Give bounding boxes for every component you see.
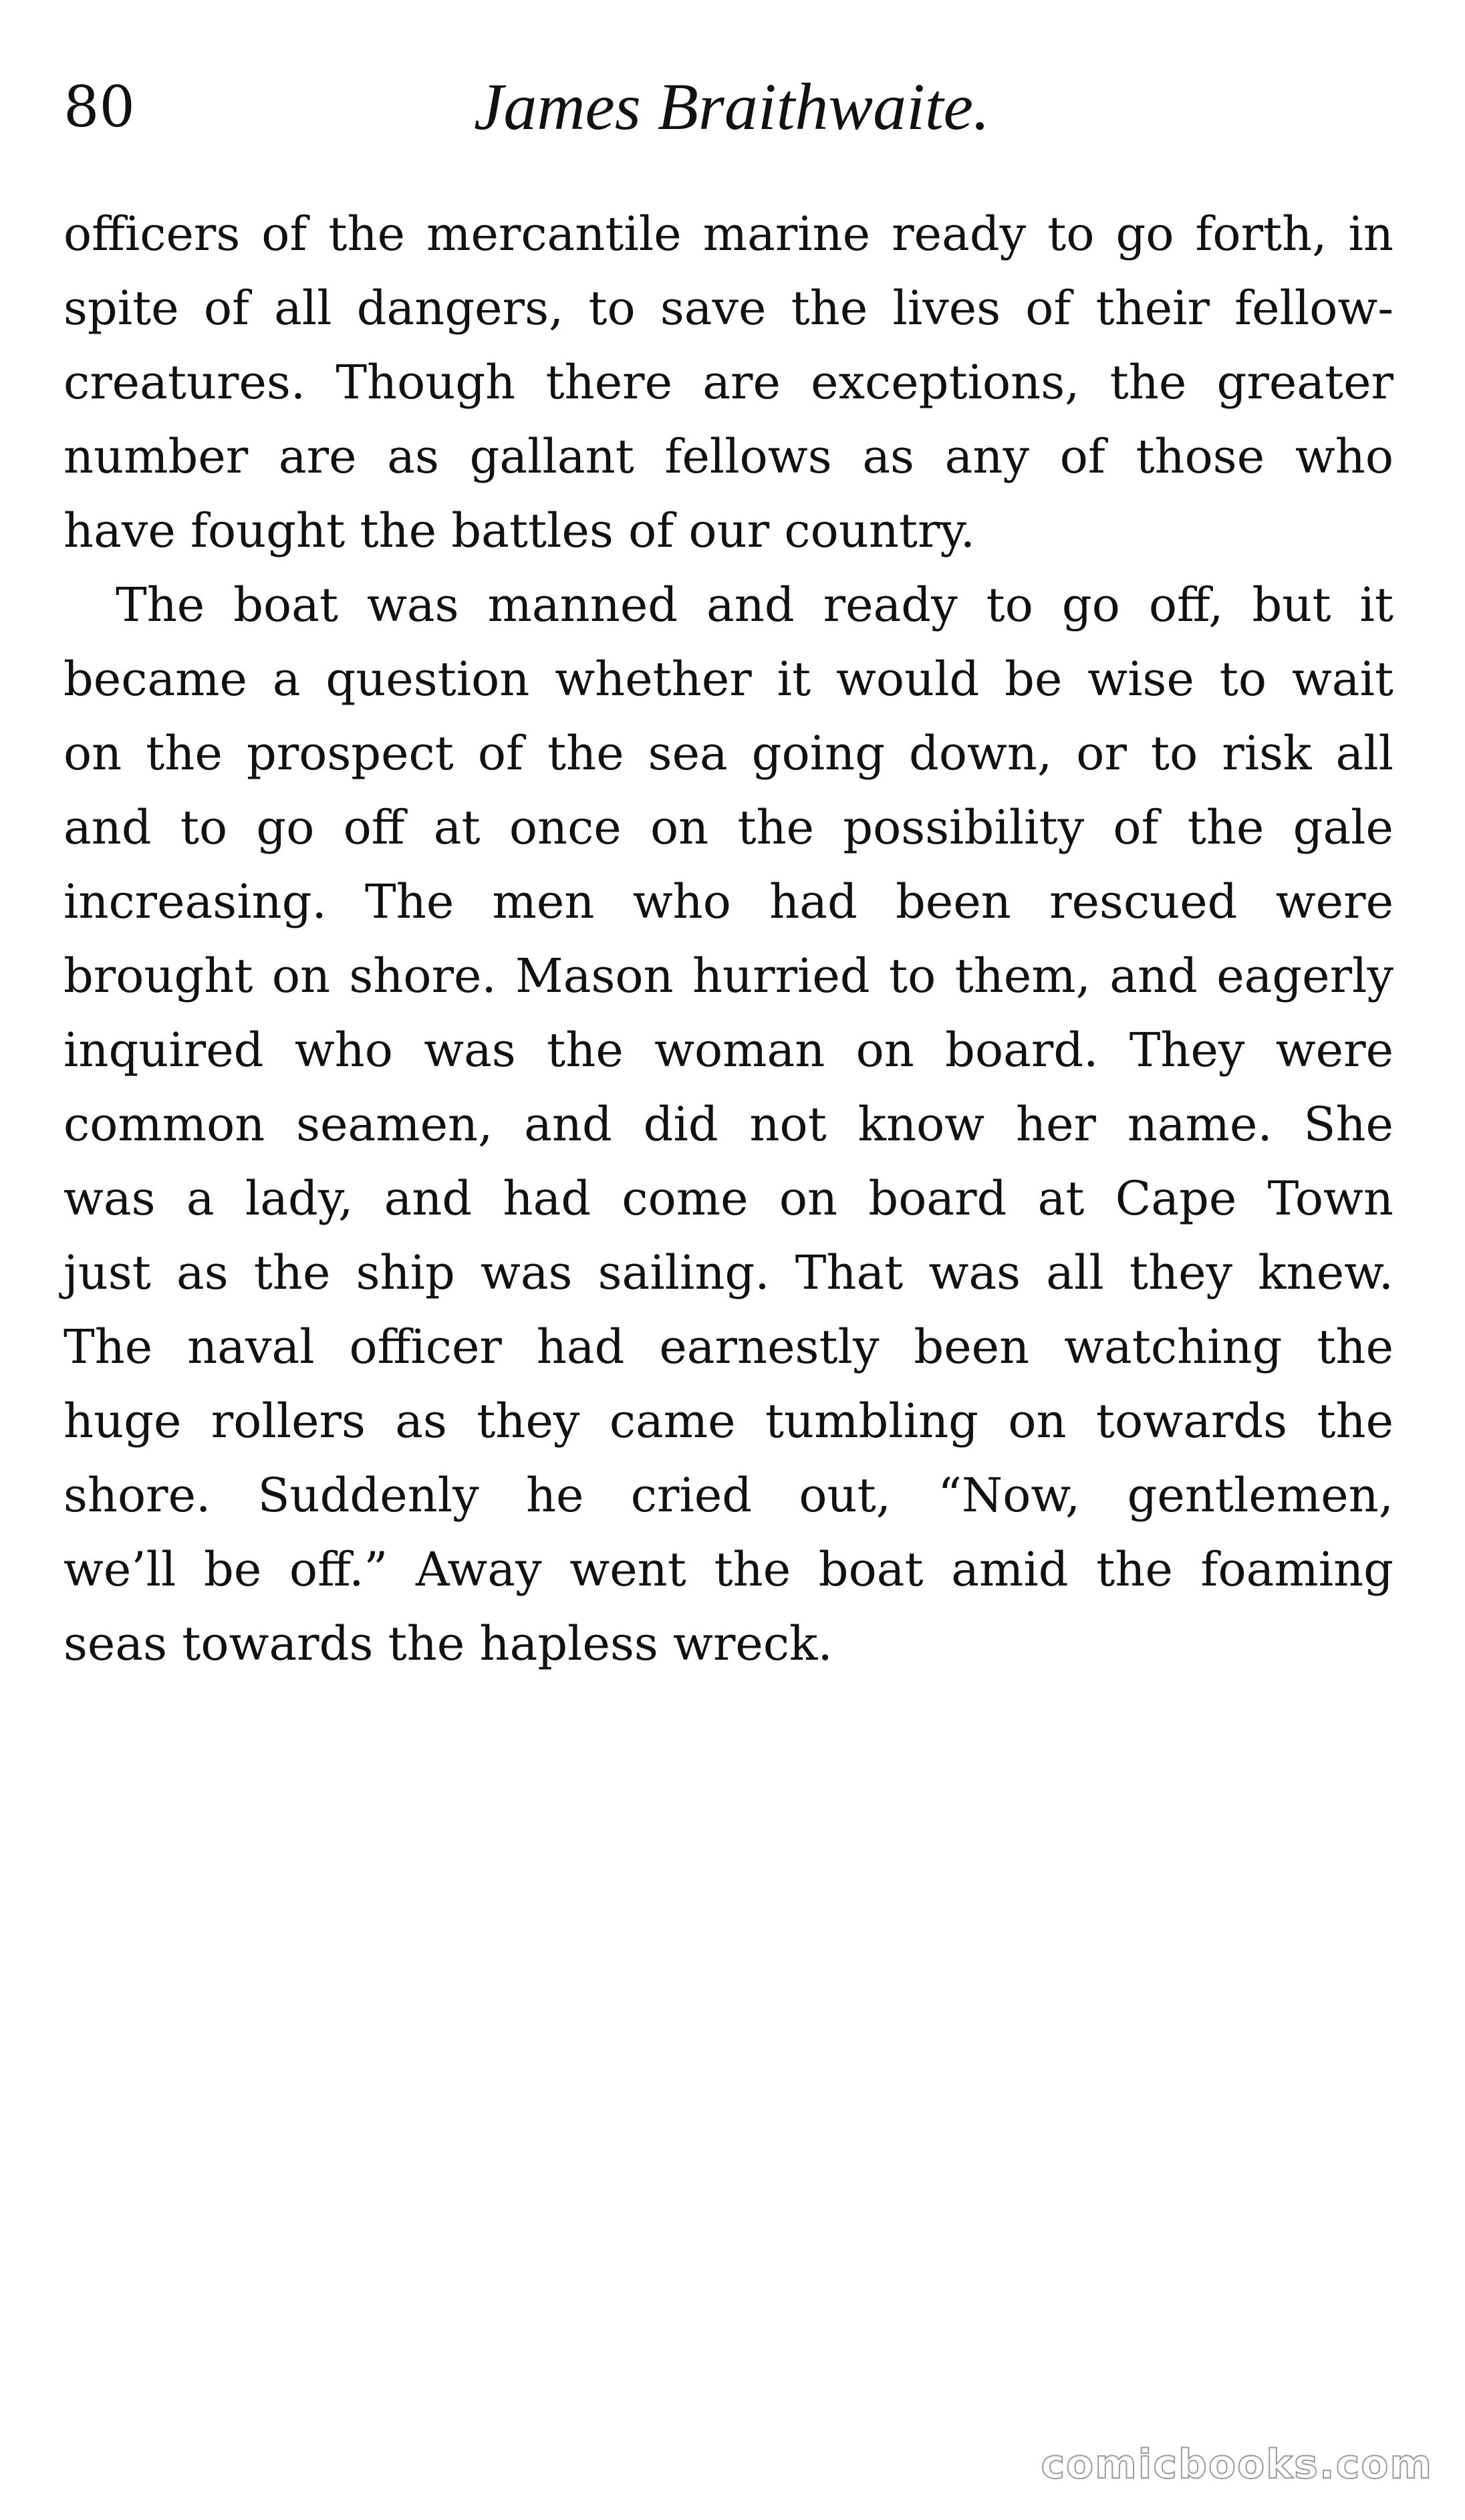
text-line: spite of all dangers, to save the lives of their fellow- xyxy=(63,281,1393,336)
text-line: brought on shore. Mason hurried to them, and eagerly xyxy=(63,949,1393,1003)
text-line: huge rollers as they came tumbling on towards the xyxy=(63,1394,1393,1448)
paragraph xyxy=(63,197,1393,568)
running-head xyxy=(63,67,1400,160)
text-line: shore. Suddenly he cried out, “Now, gentlemen, xyxy=(63,1468,1393,1523)
text-line: The boat was manned and ready to go off, but it xyxy=(116,578,1393,632)
text-line: The naval officer had earnestly been watching the xyxy=(63,1319,1393,1374)
text-line: common seamen, and did not know her name. She xyxy=(63,1097,1393,1152)
text-line: have fought the battles of our country. xyxy=(63,503,975,558)
running-title: James Braithwaite. xyxy=(473,70,990,144)
text-line: number are as gallant fellows as any of those who xyxy=(63,429,1393,484)
text-line: officers of the mercantile marine ready to go forth, in xyxy=(63,207,1393,261)
text-line: inquired who was the woman on board. They were xyxy=(63,1023,1393,1078)
text-line: we’ll be off.” Away went the boat amid the foaming xyxy=(63,1542,1393,1597)
body-text xyxy=(63,197,1393,1681)
text-line: on the prospect of the sea going down, or to risk all xyxy=(63,726,1393,781)
text-line: seas towards the hapless wreck. xyxy=(63,1616,833,1671)
paragraph xyxy=(63,568,1393,1681)
text-line: was a lady, and had come on board at Cape Town xyxy=(63,1171,1393,1226)
text-line: just as the ship was sailing. That was all they knew. xyxy=(63,1245,1393,1300)
text-line: and to go off at once on the possibility of the gale xyxy=(63,800,1393,855)
watermark: comicbooks.com xyxy=(1041,2441,1433,2488)
text-line: became a question whether it would be wise to wait xyxy=(63,652,1393,707)
text-line: increasing. The men who had been rescued were xyxy=(63,874,1393,929)
text-line: creatures. Though there are exceptions, the greater xyxy=(63,355,1393,410)
page-number: 80 xyxy=(63,74,135,140)
